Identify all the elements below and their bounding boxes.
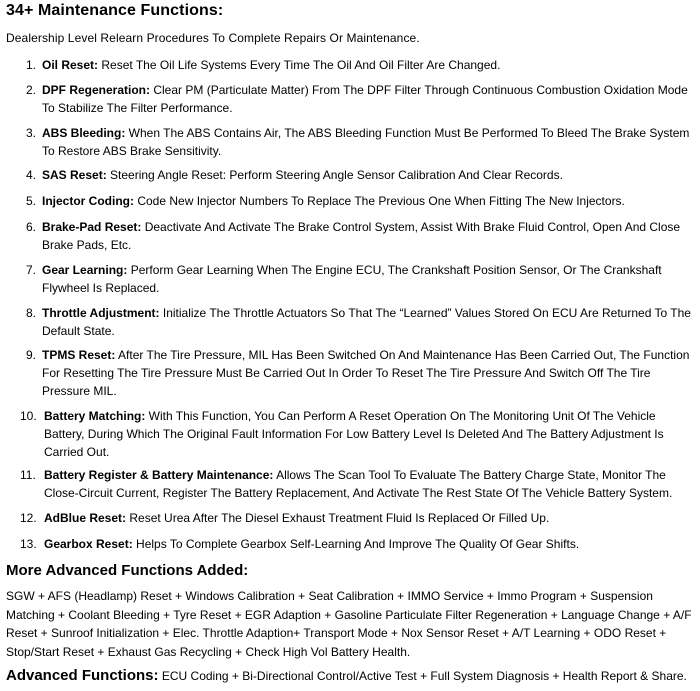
item-description: Reset Urea After The Diesel Exhaust Treatment Fluid Is Replaced Or Filled Up. xyxy=(126,511,550,525)
item-description: Perform Gear Learning When The Engine ECU, The Crankshaft Position Sensor, Or The Crankshaft Flywheel Is Replaced. xyxy=(42,263,662,295)
item-number: 12. xyxy=(20,511,37,525)
item-description: Helps To Complete Gearbox Self-Learning And Improve The Quality Of Gear Shifts. xyxy=(132,537,580,551)
item-body xyxy=(42,192,694,210)
more-functions-text: SGW + AFS (Headlamp) Reset + Windows Calibration + Seat Calibration + IMMO Service + Immo Program + Suspension Matching + Coolant Bleeding + Tyre Reset + EGR Adaption + Gasoline Particulate Filter Regeneration + Language Change + A/F Reset + Sunroof Initialization + Elec. Throttle Adaption+ Transport Mode + Nox Sensor Reset + A/T Learning + ODO Reset + Stop/Start Reset + Exhaust Gas Recycling + Check High Vol Battery Health. xyxy=(6,589,692,659)
item-term: ABS Bleeding: xyxy=(42,126,126,140)
item-body xyxy=(42,56,694,74)
item-description: When The ABS Contains Air, The ABS Bleeding Function Must Be Performed To Bleed The Brake System To Restore ABS Brake Sensitivity. xyxy=(42,126,690,158)
item-description: Deactivate And Activate The Brake Control System, Assist With Brake Fluid Control, Open And Close Brake Pads, Etc. xyxy=(42,220,681,252)
item-term: Gear Learning: xyxy=(42,263,128,277)
item-body xyxy=(44,466,694,502)
item-body xyxy=(42,304,694,340)
item-term: Battery Matching: xyxy=(44,409,146,423)
item-term: Brake-Pad Reset: xyxy=(42,220,142,234)
item-description: Initialize The Throttle Actuators So That The “Learned” Values Stored On ECU Are Returned To The Default State. xyxy=(42,306,691,338)
advanced-functions-colon: : xyxy=(153,667,159,684)
item-term: Oil Reset: xyxy=(42,58,99,72)
item-description: Allows The Scan Tool To Evaluate The Battery Charge State, Monitor The Close-Circuit Current, Register The Battery Replacement, And Activate The Rest State Of The Vehicle Battery System. xyxy=(44,468,673,500)
item-body xyxy=(42,124,694,160)
advanced-functions-text: ECU Coding + Bi-Directional Control/Active Test + Full System Diagnosis + Health Report & Share. xyxy=(158,669,687,683)
item-body xyxy=(42,261,694,297)
item-term: AdBlue Reset: xyxy=(44,511,127,525)
advanced-functions-label: Advanced Functions xyxy=(6,667,154,684)
item-number: 11. xyxy=(20,468,36,482)
intro-text: Dealership Level Relearn Procedures To Complete Repairs Or Maintenance. xyxy=(6,31,420,45)
item-number: 6. xyxy=(26,220,37,234)
item-term: SAS Reset: xyxy=(42,168,107,182)
item-number: 8. xyxy=(26,306,37,320)
item-term: Gearbox Reset: xyxy=(44,537,133,551)
item-term: TPMS Reset: xyxy=(42,348,116,362)
item-body xyxy=(44,509,694,527)
item-number: 2. xyxy=(26,83,37,97)
item-body xyxy=(42,81,694,117)
item-number: 9. xyxy=(26,348,37,362)
item-description: Reset The Oil Life Systems Every Time The Oil And Oil Filter Are Changed. xyxy=(98,58,501,72)
item-description: With This Function, You Can Perform A Reset Operation On The Monitoring Unit Of The Vehicle Battery, During Which The Original Fault Information For Low Battery Level Is Deleted And The Battery Adjustment Is Carried Out. xyxy=(44,409,664,459)
item-body xyxy=(42,346,694,400)
item-number: 3. xyxy=(26,126,37,140)
item-number: 7. xyxy=(26,263,37,277)
item-description: After The Tire Pressure, MIL Has Been Switched On And Maintenance Has Been Carried Out, The Function For Resetting The Tire Pressure Must Be Carried Out In Order To Reset The Tire Pressure And Switch Off The Tire Pressure MIL. xyxy=(42,348,690,398)
item-body xyxy=(44,407,694,461)
item-term: DPF Regeneration: xyxy=(42,83,151,97)
item-term: Battery Register & Battery Maintenance: xyxy=(44,468,274,482)
item-number: 10. xyxy=(20,409,37,423)
item-body xyxy=(42,218,694,254)
more-functions-heading: More Advanced Functions Added: xyxy=(6,562,249,579)
item-term: Throttle Adjustment: xyxy=(42,306,160,320)
item-number: 5. xyxy=(26,194,37,208)
item-term: Injector Coding: xyxy=(42,194,134,208)
item-description: Clear PM (Particulate Matter) From The DPF Filter Through Continuous Combustion Oxidation Mode To Stabilize The Filter Performance. xyxy=(42,83,688,115)
item-description: Code New Injector Numbers To Replace The Previous One When Fitting The New Injectors. xyxy=(134,194,625,208)
advanced-functions-line xyxy=(6,667,696,685)
item-body xyxy=(44,535,694,553)
item-description: Steering Angle Reset: Perform Steering Angle Sensor Calibration And Clear Records. xyxy=(106,168,563,182)
item-body xyxy=(42,166,694,184)
item-number: 1. xyxy=(26,58,37,72)
page-title: 34+ Maintenance Functions: xyxy=(6,2,224,19)
item-number: 13. xyxy=(20,537,37,551)
item-number: 4. xyxy=(26,168,37,182)
